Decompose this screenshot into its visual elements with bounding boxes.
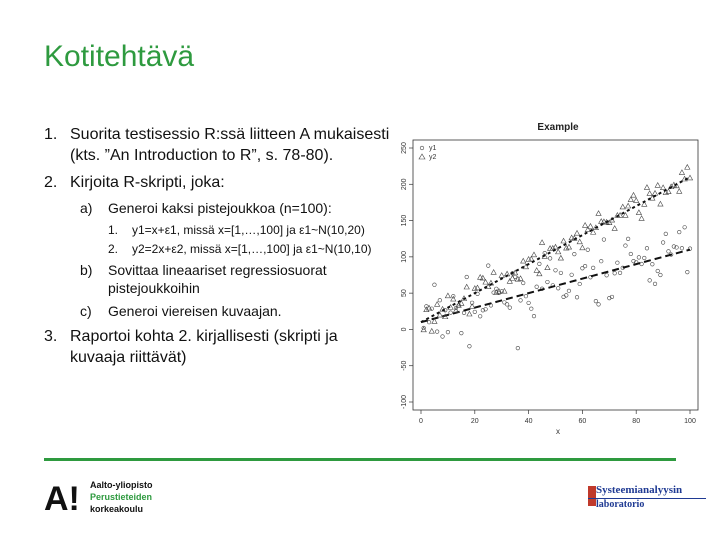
list-item — [44, 172, 394, 320]
point-y1 — [651, 262, 655, 266]
point-y1 — [433, 283, 437, 287]
point-y2 — [574, 231, 579, 236]
sal-logo-line: laboratorio — [596, 499, 645, 510]
legend-label-y1: y1 — [429, 145, 437, 152]
example-scatter-chart — [383, 110, 705, 440]
point-y2 — [652, 191, 657, 196]
y-tick-label: 200 — [401, 178, 408, 191]
point-y1 — [602, 238, 606, 242]
point-y2 — [435, 302, 440, 307]
point-y1 — [686, 270, 690, 274]
point-y2 — [577, 239, 582, 244]
list-text: Suorita testisessio R:ssä liitteen A mukaisesti (kts. ”An Introduction to R”, s. 78-80). — [70, 126, 390, 164]
list-text: Kirjoita R-skripti, joka: — [70, 174, 225, 191]
point-y2 — [502, 288, 507, 293]
y-tick-label: -50 — [401, 360, 408, 371]
point-y1 — [594, 299, 598, 303]
point-y1 — [648, 279, 652, 283]
sub-sub-list-text: y1=x+ε1, missä x=[1,…,100] ja ε1~N(10,20) — [132, 223, 365, 237]
point-y2 — [531, 252, 536, 257]
point-y1 — [616, 261, 620, 265]
point-y2 — [631, 193, 636, 198]
x-tick-label: 100 — [684, 418, 696, 425]
sub-sub-list-number: 2. — [108, 242, 119, 256]
point-y1 — [460, 331, 464, 335]
point-y2 — [612, 226, 617, 231]
point-y2 — [499, 273, 504, 278]
sub-sub-list-item — [108, 222, 394, 238]
aalto-logo-line: korkeakoulu — [90, 504, 144, 514]
point-y1 — [618, 271, 622, 275]
point-y1 — [435, 330, 439, 334]
point-y2 — [539, 240, 544, 245]
point-y2 — [628, 197, 633, 202]
point-y2 — [636, 210, 641, 215]
point-y2 — [507, 279, 512, 284]
x-tick-label: 60 — [578, 418, 587, 425]
point-y1 — [613, 271, 617, 275]
point-y1 — [527, 301, 531, 305]
point-y1 — [438, 298, 442, 302]
fit-line-y1 — [421, 250, 690, 323]
point-y2 — [545, 265, 550, 270]
point-y1 — [516, 346, 520, 350]
point-y2 — [429, 329, 434, 334]
main-list — [44, 124, 394, 368]
point-y1 — [583, 264, 587, 268]
x-tick-label: 80 — [632, 418, 641, 425]
point-y1 — [661, 241, 665, 245]
sal-logo-mark — [588, 486, 596, 506]
point-y1 — [449, 311, 453, 315]
sal-logo — [588, 484, 708, 514]
sub-sub-list-text: y2=2x+ε2, missä x=[1,…,100] ja ε1~N(10,10) — [132, 242, 372, 256]
point-y1 — [556, 286, 560, 290]
aalto-logo-line: Aalto-yliopisto — [90, 480, 153, 490]
point-y2 — [687, 175, 692, 180]
point-y2 — [588, 224, 593, 229]
point-y2 — [677, 189, 682, 194]
point-y2 — [585, 227, 590, 232]
sal-logo-line: Systeemianalyysin — [596, 484, 683, 496]
x-tick-label: 20 — [470, 418, 479, 425]
point-y2 — [679, 170, 684, 175]
aalto-logo-mark: A! — [44, 480, 80, 518]
x-axis-label: x — [556, 427, 560, 436]
list-number: 2. — [44, 174, 58, 191]
point-y1 — [548, 257, 552, 261]
point-y1 — [468, 344, 472, 348]
point-y2 — [626, 203, 631, 208]
sub-list-item — [80, 302, 394, 320]
point-y2 — [658, 201, 663, 206]
point-y1 — [575, 295, 579, 299]
point-y1 — [645, 246, 649, 250]
point-y1 — [591, 266, 595, 270]
point-y1 — [535, 285, 539, 289]
point-y2 — [620, 204, 625, 209]
point-y1 — [508, 306, 512, 310]
sub-sub-list — [70, 222, 394, 257]
point-y1 — [546, 280, 550, 284]
x-tick-label: 0 — [419, 418, 423, 425]
point-y2 — [582, 223, 587, 228]
point-y1 — [559, 271, 563, 275]
point-y2 — [596, 211, 601, 216]
point-y2 — [464, 284, 469, 289]
point-y2 — [655, 183, 660, 188]
list-text: Raportoi kohta 2. kirjallisesti (skripti ja kuvaaja riittävät) — [70, 328, 338, 366]
point-y1 — [521, 281, 525, 285]
point-y1 — [446, 330, 450, 334]
sub-list — [70, 261, 394, 320]
footer-rule — [44, 458, 676, 461]
point-y1 — [597, 303, 601, 307]
point-y1 — [524, 294, 528, 298]
point-y1 — [637, 256, 641, 260]
y-tick-label: -100 — [401, 394, 408, 410]
aalto-logo-line: Perustieteiden — [90, 492, 153, 502]
sub-list-text: Generoi viereisen kuvaajan. — [108, 303, 282, 319]
point-y2 — [491, 270, 496, 275]
y-tick-label: 0 — [401, 327, 408, 332]
sub-list-item — [80, 261, 394, 297]
point-y2 — [580, 245, 585, 250]
chart-title: Example — [537, 122, 579, 133]
legend-marker-y1 — [420, 146, 424, 150]
point-y1 — [683, 226, 687, 230]
point-y2 — [534, 268, 539, 273]
point-y1 — [554, 269, 558, 273]
point-y1 — [473, 310, 477, 314]
point-y2 — [647, 191, 652, 196]
point-y1 — [538, 262, 542, 266]
point-y1 — [626, 237, 630, 241]
sub-list-text: Sovittaa lineaariset regressiosuorat pistejoukkoihin — [108, 262, 327, 296]
point-y1 — [599, 259, 603, 263]
plot-frame — [413, 140, 698, 410]
sub-sub-list-number: 1. — [108, 223, 119, 237]
point-y1 — [573, 252, 577, 256]
sub-list-number: a) — [80, 200, 93, 216]
y-tick-label: 50 — [401, 289, 408, 298]
point-y2 — [445, 293, 450, 298]
sub-list-item — [80, 199, 394, 217]
y-tick-label: 150 — [401, 214, 408, 227]
point-y2 — [685, 165, 690, 170]
point-y2 — [634, 198, 639, 203]
point-y2 — [510, 276, 515, 281]
slide-title: Kotitehtävä — [44, 40, 195, 73]
sub-list-number: b) — [80, 262, 93, 278]
point-y2 — [467, 311, 472, 316]
point-y2 — [661, 185, 666, 190]
point-y2 — [561, 238, 566, 243]
legend-label-y2: y2 — [429, 154, 437, 161]
point-y1 — [586, 248, 590, 252]
point-y2 — [537, 271, 542, 276]
x-tick-label: 40 — [524, 418, 533, 425]
point-y2 — [424, 307, 429, 312]
list-number: 3. — [44, 328, 58, 345]
point-y1 — [532, 314, 536, 318]
slide-content — [44, 124, 394, 374]
point-y1 — [642, 256, 646, 260]
point-y1 — [519, 299, 523, 303]
point-y1 — [677, 230, 681, 234]
list-number: 1. — [44, 126, 58, 143]
point-y2 — [558, 255, 563, 260]
sub-list-text: Generoi kaksi pistejoukkoa (n=100): — [108, 200, 332, 216]
sub-list — [70, 199, 394, 217]
point-y1 — [624, 244, 628, 248]
y-tick-label: 100 — [401, 251, 408, 263]
point-y2 — [639, 216, 644, 221]
point-y1 — [529, 307, 533, 311]
point-y2 — [556, 249, 561, 254]
point-y1 — [462, 311, 466, 315]
aalto-logo — [44, 478, 194, 518]
point-y1 — [505, 303, 509, 307]
point-y1 — [567, 289, 571, 293]
point-y1 — [478, 314, 482, 318]
point-y1 — [629, 252, 633, 256]
point-y2 — [521, 258, 526, 263]
point-y1 — [605, 273, 609, 277]
point-y1 — [465, 275, 469, 279]
legend-marker-y2 — [419, 154, 425, 159]
y-tick-label: 250 — [401, 142, 408, 154]
point-y1 — [486, 264, 490, 268]
point-y1 — [653, 282, 657, 286]
list-item — [44, 124, 394, 166]
point-y1 — [656, 269, 660, 273]
point-y1 — [441, 335, 445, 339]
sub-list-number: c) — [80, 303, 92, 319]
point-y1 — [667, 250, 671, 254]
point-y1 — [680, 246, 684, 250]
point-y2 — [548, 246, 553, 251]
point-y1 — [659, 273, 663, 277]
sub-sub-list-item — [108, 241, 394, 257]
point-y1 — [578, 282, 582, 286]
point-y2 — [644, 185, 649, 190]
point-y1 — [570, 273, 574, 277]
point-y1 — [664, 232, 668, 236]
list-item — [44, 326, 394, 368]
